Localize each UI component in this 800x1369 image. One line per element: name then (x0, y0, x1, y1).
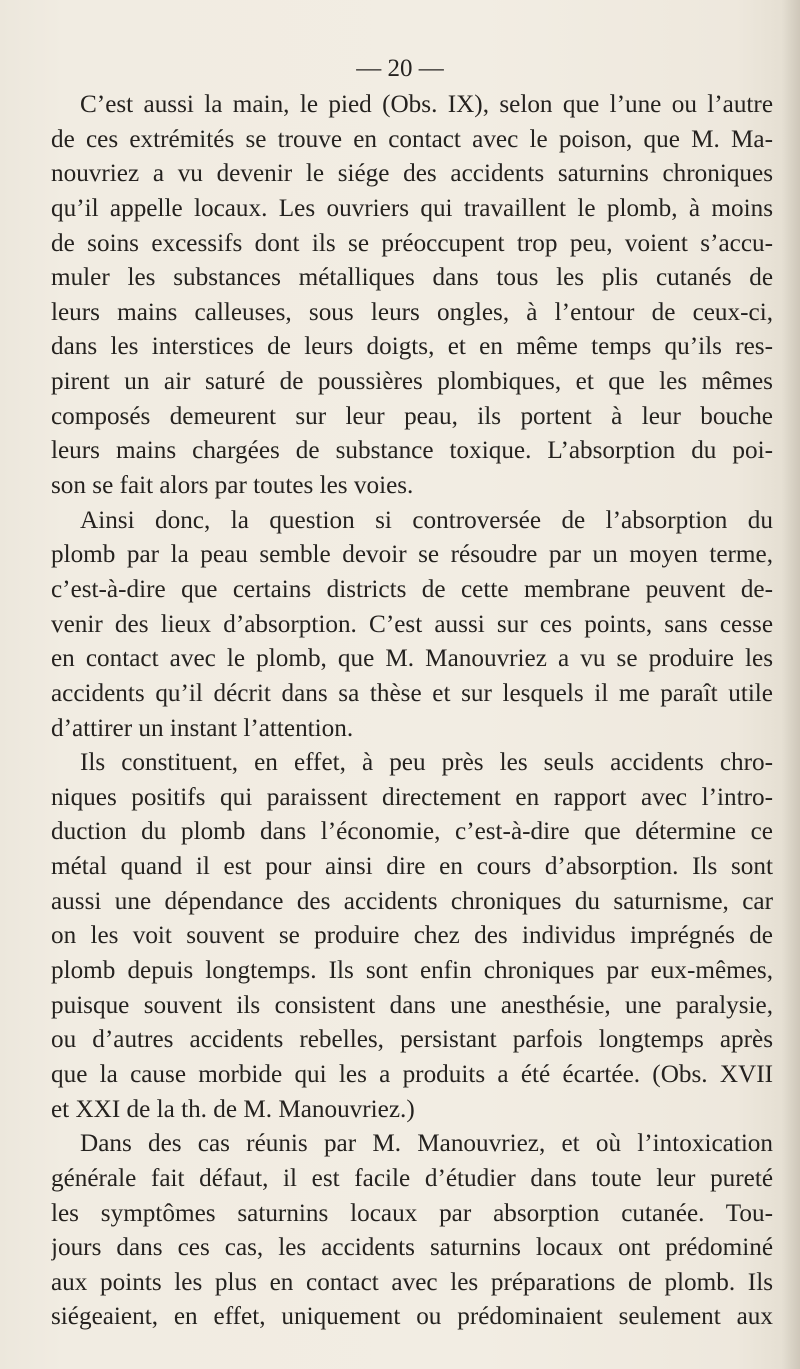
text-line: plomb par la peau semble devoir se résoudre par un moyen terme, (51, 541, 773, 569)
text-line: C’est aussi la main, le pied (Obs. IX), selon que l’une ou l’autre (80, 91, 773, 118)
text-line: Dans des cas réunis par M. Manouvriez, et où l’intoxication (80, 1130, 773, 1158)
text-line: d’attirer un instant l’attention. (51, 714, 354, 742)
text-line: accidents qu’il décrit dans sa thèse et sur lesquels il me paraît utile (51, 679, 773, 707)
text-line: c’est-à-dire que certains districts de cette membrane peuvent de- (51, 575, 773, 603)
text-line: métal quand il est pour ainsi dire en cours d’absorption. Ils sont (51, 853, 773, 881)
text-line: siégeaient, en effet, uniquement ou prédominaient seulement aux (51, 1303, 773, 1331)
text-line: nouvriez a vu devenir le siége des accidents saturnins chroniques (51, 160, 773, 188)
text-line: venir des lieux d’absorption. C’est aussi sur ces points, sans cesse (51, 610, 773, 638)
text-line: plomb depuis longtemps. Ils sont enfin chroniques par eux-mêmes, (51, 957, 773, 985)
text-line: que la cause morbide qui les a produits a été écartée. (Obs. XVII (51, 1060, 773, 1088)
text-line: niques positifs qui paraissent directement en rapport avec l’intro- (51, 783, 773, 811)
text-line: son se fait alors par toutes les voies. (51, 472, 414, 500)
text-line: on les voit souvent se produire chez des individus imprégnés de (51, 922, 773, 950)
text-line: leurs mains calleuses, sous leurs ongles, à l’entour de ceux-ci, (51, 298, 773, 326)
text-line: et XXI de la th. de M. Manouvriez.) (51, 1095, 415, 1123)
text-line: muler les substances métalliques dans tous les plis cutanés de (51, 264, 773, 292)
text-line: pirent un air saturé de poussières plombiques, et que les mêmes (51, 368, 773, 396)
text-line: duction du plomb dans l’économie, c’est-à-dire que détermine ce (51, 818, 773, 846)
text-line: de soins excessifs dont ils se préoccupent trop peu, voient s’accu- (51, 229, 773, 257)
text-line: Ils constituent, en effet, à peu près les seuls accidents chro- (80, 749, 773, 777)
text-line: jours dans ces cas, les accidents saturnins locaux ont prédominé (51, 1234, 773, 1262)
text-line: qu’il appelle locaux. Les ouvriers qui travaillent le plomb, à moins (51, 194, 773, 222)
text-line: les symptômes saturnins locaux par absorption cutanée. Tou- (51, 1199, 773, 1227)
page-edge-shadow (782, 0, 800, 1369)
text-line: en contact avec le plomb, que M. Manouvriez a vu se produire les (51, 645, 773, 673)
body-text (51, 88, 773, 1335)
text-line: Ainsi donc, la question si controversée de l’absorption du (80, 506, 773, 534)
page-number: — 20 — (356, 55, 444, 82)
text-line: aux points les plus en contact avec les préparations de plomb. Ils (51, 1268, 773, 1296)
text-line: ou d’autres accidents rebelles, persistant parfois longtemps après (51, 1026, 773, 1054)
text-line: puisque souvent ils consistent dans une anesthésie, une paralysie, (51, 991, 773, 1019)
text-line: générale fait défaut, il est facile d’étudier dans toute leur pureté (51, 1164, 773, 1192)
text-line: composés demeurent sur leur peau, ils portent à leur bouche (51, 402, 773, 430)
text-line: dans les interstices de leurs doigts, et en même temps qu’ils res- (51, 333, 773, 361)
text-line: leurs mains chargées de substance toxique. L’absorption du poi- (51, 437, 773, 465)
text-line: de ces extrémités se trouve en contact avec le poison, que M. Ma- (51, 125, 773, 153)
text-line: aussi une dépendance des accidents chroniques du saturnisme, car (51, 887, 773, 915)
